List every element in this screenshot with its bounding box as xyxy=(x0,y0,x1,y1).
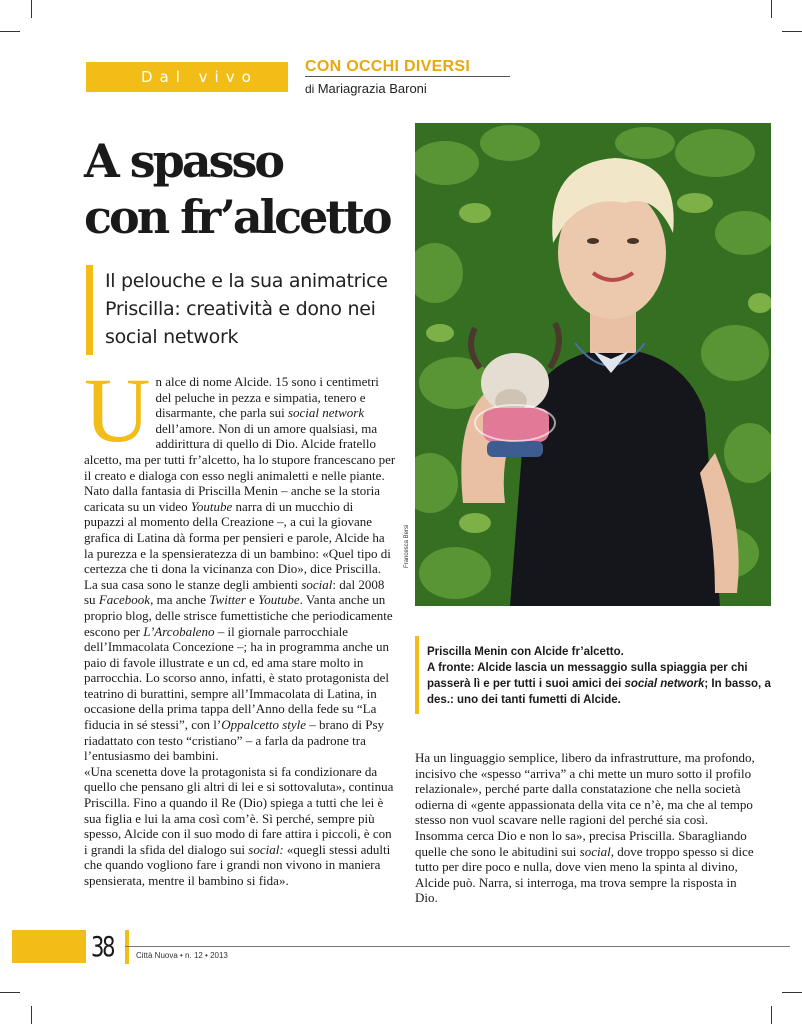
headline-line-1: A spasso xyxy=(84,134,283,188)
text: e xyxy=(245,592,259,608)
italic-text: L’Arcobaleno xyxy=(143,623,215,639)
italic-text: Oppalcetto style xyxy=(221,717,307,733)
crop-mark xyxy=(771,0,772,18)
italic-text: Youtube xyxy=(258,592,300,608)
italic-text: social network xyxy=(287,405,365,421)
italic-text: social xyxy=(301,576,333,592)
text: – il giornale parrocchiale dell’Immacolata Concezione –; ha in programma anche un paio di favole illustrate e un cd, ed ama stare molto in parrocchia. Lo scorso anno, infatti, è stato protagonista del teatrino di burattini, sempre all’Immacolata di Latina, in occasione della prima tappa dell’Anno della fede su “La fiducia in sé stessi”, con l’ xyxy=(84,623,390,733)
footer-accent-bar xyxy=(125,930,129,964)
caption-text: ; In basso, a des.: uno dei tanti fumetti di Alcide. xyxy=(427,678,771,706)
byline-prefix: di xyxy=(305,82,315,96)
italic-text: Twitter xyxy=(209,592,246,608)
photo-credit: Francesca Bersi xyxy=(404,524,410,568)
text: n alce di nome Alcide. 15 sono i centimetri del peluche in pezza e simpatia, tenero e disarmante, che parla sui xyxy=(155,374,379,421)
text: «quegli stessi adulti che quando vogliono fare i grandi non vivono in maniera spensierata, mentre il bambino si fida». xyxy=(84,841,391,888)
crop-mark xyxy=(782,31,802,32)
text: Ha un linguaggio semplice, libero da infrastrutture, ma profondo, incisivo che «spesso “arriva” a chi mette un muro sotto il profilo relazionale», perché parte dalla constatazione che nella società odierna di «gente appassionata della vita ce n’è, ma che al tempo stesso non vuol scavare nelle ragioni del perché sia così. Insomma cerca Dio e non lo sa», precisa Priscilla. Sbaragliando quelle che sono le abitudini sui xyxy=(415,750,755,859)
italic-text: Youtube xyxy=(190,498,233,514)
rubric-label: Dal vivo xyxy=(86,62,288,92)
article-body-column-2 xyxy=(415,750,755,906)
article-photo xyxy=(415,123,771,606)
article-body-column-1 xyxy=(84,359,396,889)
publication-info: Città Nuova • n. 12 • 2013 xyxy=(136,951,228,960)
italic-text: social: xyxy=(248,841,284,857)
headline-line-2: con fr’alcetto xyxy=(84,190,390,244)
subtitle: Il pelouche e la sua animatrice Priscilla: creatività e dono nei social network xyxy=(105,270,388,348)
subtitle-accent-bar xyxy=(86,265,93,355)
paragraph-1 xyxy=(84,359,396,483)
caption-italic: social network xyxy=(624,678,705,690)
caption-line-1: Priscilla Menin con Alcide fr’alcetto. xyxy=(427,646,624,658)
author-name: Mariagrazia Baroni xyxy=(317,81,427,96)
crop-mark xyxy=(31,1006,32,1024)
italic-text: Facebook xyxy=(98,592,151,608)
photo-illustration xyxy=(415,123,771,606)
text: dell’amore. Non di un amore qualsiasi, ma addirittura di quello di Dio. Alcide fratello alcetto, ma per tutti fr’alcetto, ha lo stupore francescano per il creato e dialoga con esso negli animaletti e nelle piante. xyxy=(84,420,396,483)
caption-accent-bar xyxy=(415,636,419,714)
paragraph-2 xyxy=(84,483,396,764)
crop-mark xyxy=(31,0,32,18)
crop-mark xyxy=(0,31,20,32)
page-number: 38 xyxy=(91,930,114,963)
crop-mark xyxy=(782,992,802,993)
text: , dove troppo spesso si dice tutto per dire poco e nulla, dove vien meno la spinta al divino, Alcide può. Narra, si interroga, ma trova sempre la risposta in Dio. xyxy=(415,843,754,906)
text: «Una scenetta dove la protagonista si fa condizionare da quello che pensano gli altri di lei e si sottovaluta», continua Priscilla. Fino a quando il Re (Dio) spiega a tutti che lei è sua figlia e lui la ama così com’è. Sì perché, sempre più spesso, Alcide con il suo modo di fare attira i piccoli, è con i grandi la sfida del dialogo sui xyxy=(84,763,394,857)
italic-text: social xyxy=(579,843,611,859)
text: . Vanta anche un proprio blog, delle strisce fumettistiche che periodicamente escono per xyxy=(84,592,393,639)
byline xyxy=(305,81,427,96)
headline xyxy=(84,133,414,245)
text: narra di un mucchio di pupazzi al momento della Creazione –, a cui la giovane grafica di Latina dà forma per pensieri e parole, Alcide ha la purezza e la spensieratezza di un bambino: «Quel tipo di certezza che ti dona la vicinanza con Dio», dice Priscilla. La sua casa sono le stanze degli ambienti xyxy=(84,498,391,592)
text: – brano di Psy riadattato con testo “cristiano” – a farla da padrone tra l’entusiasmo dei bambini. xyxy=(84,717,385,764)
photo-caption xyxy=(427,644,772,708)
drop-cap: U xyxy=(84,359,151,461)
column-title: CON OCCHI DIVERSI xyxy=(305,58,471,75)
header-divider xyxy=(305,76,510,77)
paragraph-3 xyxy=(84,764,396,889)
footer-accent-block xyxy=(12,930,86,963)
crop-mark xyxy=(771,1006,772,1024)
text: Nato dalla fantasia di Priscilla Menin – anche se la storia caricata su un video xyxy=(84,483,381,514)
caption-text: A fronte: Alcide lascia un messaggio sulla spiaggia per chi passerà lì e per tutti i suoi amici dei xyxy=(427,662,748,690)
footer-divider xyxy=(125,946,790,947)
text: : dal 2008 su xyxy=(84,576,385,608)
crop-mark xyxy=(0,992,20,993)
text: , ma anche xyxy=(150,592,210,608)
